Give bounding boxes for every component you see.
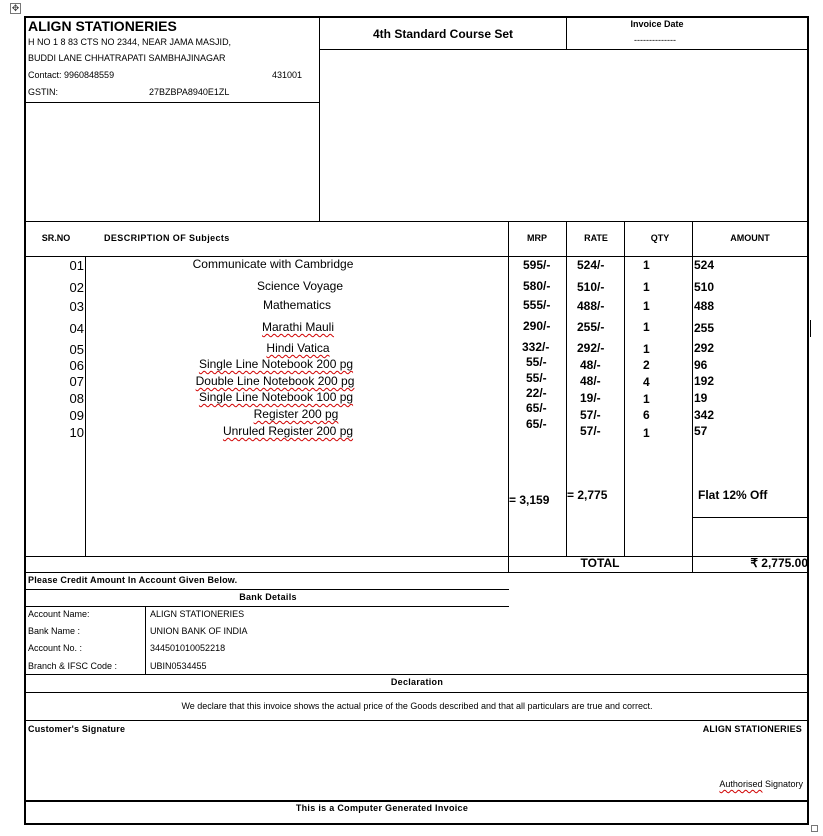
row-mrp: 332/-	[522, 340, 550, 354]
row-description: Unruled Register 200 pg	[222, 424, 354, 438]
ifsc-value: UBIN0534455	[150, 661, 207, 671]
row-mrp: 22/-	[526, 386, 547, 400]
gstin-label: GSTIN:	[28, 87, 59, 97]
row-sr: 04	[69, 321, 84, 336]
row-qty: 1	[643, 426, 650, 440]
row-amount: 292	[694, 341, 715, 355]
row-qty: 1	[643, 299, 650, 313]
customer-signature-label: Customer's Signature	[28, 724, 126, 734]
header-rate: RATE	[584, 233, 608, 243]
row-description: Science Voyage	[256, 279, 344, 293]
invoice-date-label: Invoice Date	[630, 19, 684, 29]
bank-name-value: UNION BANK OF INDIA	[150, 626, 248, 636]
mrp-total: = 3,159	[509, 493, 550, 507]
row-rate: 292/-	[577, 341, 605, 355]
ifsc-label: Branch & IFSC Code :	[28, 661, 118, 671]
discount-note: Flat 12% Off	[698, 488, 768, 502]
row-mrp: 555/-	[523, 298, 551, 312]
row-mrp: 595/-	[523, 258, 551, 272]
row-mrp: 290/-	[523, 319, 551, 333]
row-amount: 488	[694, 299, 715, 313]
row-qty: 6	[643, 408, 650, 422]
row-qty: 1	[643, 320, 650, 334]
row-qty: 1	[643, 392, 650, 406]
table-resize-handle[interactable]	[811, 825, 818, 832]
gstin-value: 27BZBPA8940E1ZL	[149, 87, 230, 97]
row-amount: 96	[694, 358, 708, 372]
signatory-word: Signatory	[764, 779, 803, 789]
row-rate: 19/-	[580, 391, 601, 405]
row-qty: 1	[643, 280, 650, 294]
text-cursor	[810, 320, 811, 337]
account-name-label: Account Name:	[28, 609, 90, 619]
row-description: Register 200 pg	[253, 407, 339, 421]
row-sr: 03	[69, 299, 84, 314]
invoice-date-value: --------------	[634, 35, 676, 45]
account-no-label: Account No. :	[28, 643, 83, 653]
row-sr: 08	[69, 391, 84, 406]
row-qty: 1	[643, 258, 650, 272]
row-rate: 510/-	[577, 280, 605, 294]
row-description: Single Line Notebook 100 pg	[198, 390, 354, 404]
bank-heading: Bank Details	[239, 592, 297, 602]
rate-total: = 2,775	[567, 488, 608, 502]
authorised-word: Authorised	[719, 779, 763, 789]
row-rate: 524/-	[577, 258, 605, 272]
row-mrp: 55/-	[526, 371, 547, 385]
table-move-handle[interactable]: ✥	[11, 3, 20, 13]
row-sr: 01	[69, 258, 84, 273]
header-mrp: MRP	[527, 233, 547, 243]
row-amount: 255	[694, 321, 715, 335]
company-signature-label: ALIGN STATIONERIES	[702, 724, 802, 734]
header-qty: QTY	[650, 233, 670, 243]
row-amount: 510	[694, 280, 715, 294]
bank-name-label: Bank Name :	[28, 626, 81, 636]
declaration-text: We declare that this invoice shows the actual price of the Goods described and that all particulars are true and correct.	[181, 701, 653, 711]
company-address-line1: H NO 1 8 83 CTS NO 2344, NEAR JAMA MASJID,	[28, 37, 232, 47]
row-qty: 2	[643, 358, 650, 372]
row-sr: 09	[69, 408, 84, 423]
header-srno: SR.NO	[41, 233, 71, 243]
row-rate: 48/-	[580, 358, 601, 372]
row-amount: 57	[694, 424, 708, 438]
row-sr: 07	[69, 374, 84, 389]
company-pincode: 431001	[272, 70, 303, 80]
row-amount: 19	[694, 391, 708, 405]
row-amount: 192	[694, 374, 715, 388]
company-address-line2: BUDDI LANE CHHATRAPATI SAMBHAJINAGAR	[28, 53, 226, 63]
row-description: Single Line Notebook 200 pg	[198, 357, 354, 371]
total-value: ₹ 2,775.00	[750, 556, 808, 570]
row-sr: 10	[69, 425, 84, 440]
row-sr: 06	[69, 358, 84, 373]
header-description: DESCRIPTION OF Subjects	[104, 233, 230, 243]
company-contact: Contact: 9960848559	[28, 70, 115, 80]
row-rate: 57/-	[580, 408, 601, 422]
row-amount: 524	[694, 258, 715, 272]
row-mrp: 580/-	[523, 279, 551, 293]
row-mrp: 65/-	[526, 401, 547, 415]
invoice-title: 4th Standard Course Set	[372, 27, 514, 41]
authorised-signatory	[719, 780, 803, 789]
row-rate: 255/-	[577, 320, 605, 334]
row-rate: 48/-	[580, 374, 601, 388]
row-rate: 488/-	[577, 299, 605, 313]
row-qty: 4	[643, 375, 650, 389]
account-no-value: 344501010052218	[150, 643, 226, 653]
row-sr: 05	[69, 342, 84, 357]
row-description: Marathi Mauli	[261, 320, 335, 334]
row-description: Hindi Vatica	[266, 341, 330, 355]
account-name-value: ALIGN STATIONERIES	[150, 609, 245, 619]
row-description: Communicate with Cambridge	[192, 257, 354, 271]
row-qty: 1	[643, 342, 650, 356]
row-description: Mathematics	[262, 298, 332, 312]
declaration-heading: Declaration	[390, 677, 444, 687]
row-description: Double Line Notebook 200 pg	[195, 374, 355, 388]
row-mrp: 55/-	[526, 355, 547, 369]
credit-note: Please Credit Amount In Account Given Below.	[28, 575, 238, 585]
footer-note: This is a Computer Generated Invoice	[295, 803, 469, 813]
company-name: ALIGN STATIONERIES	[28, 18, 177, 34]
header-amount: AMOUNT	[730, 233, 770, 243]
row-mrp: 65/-	[526, 417, 547, 431]
row-rate: 57/-	[580, 424, 601, 438]
total-label: TOTAL	[580, 556, 620, 570]
row-amount: 342	[694, 408, 715, 422]
row-sr: 02	[69, 280, 84, 295]
